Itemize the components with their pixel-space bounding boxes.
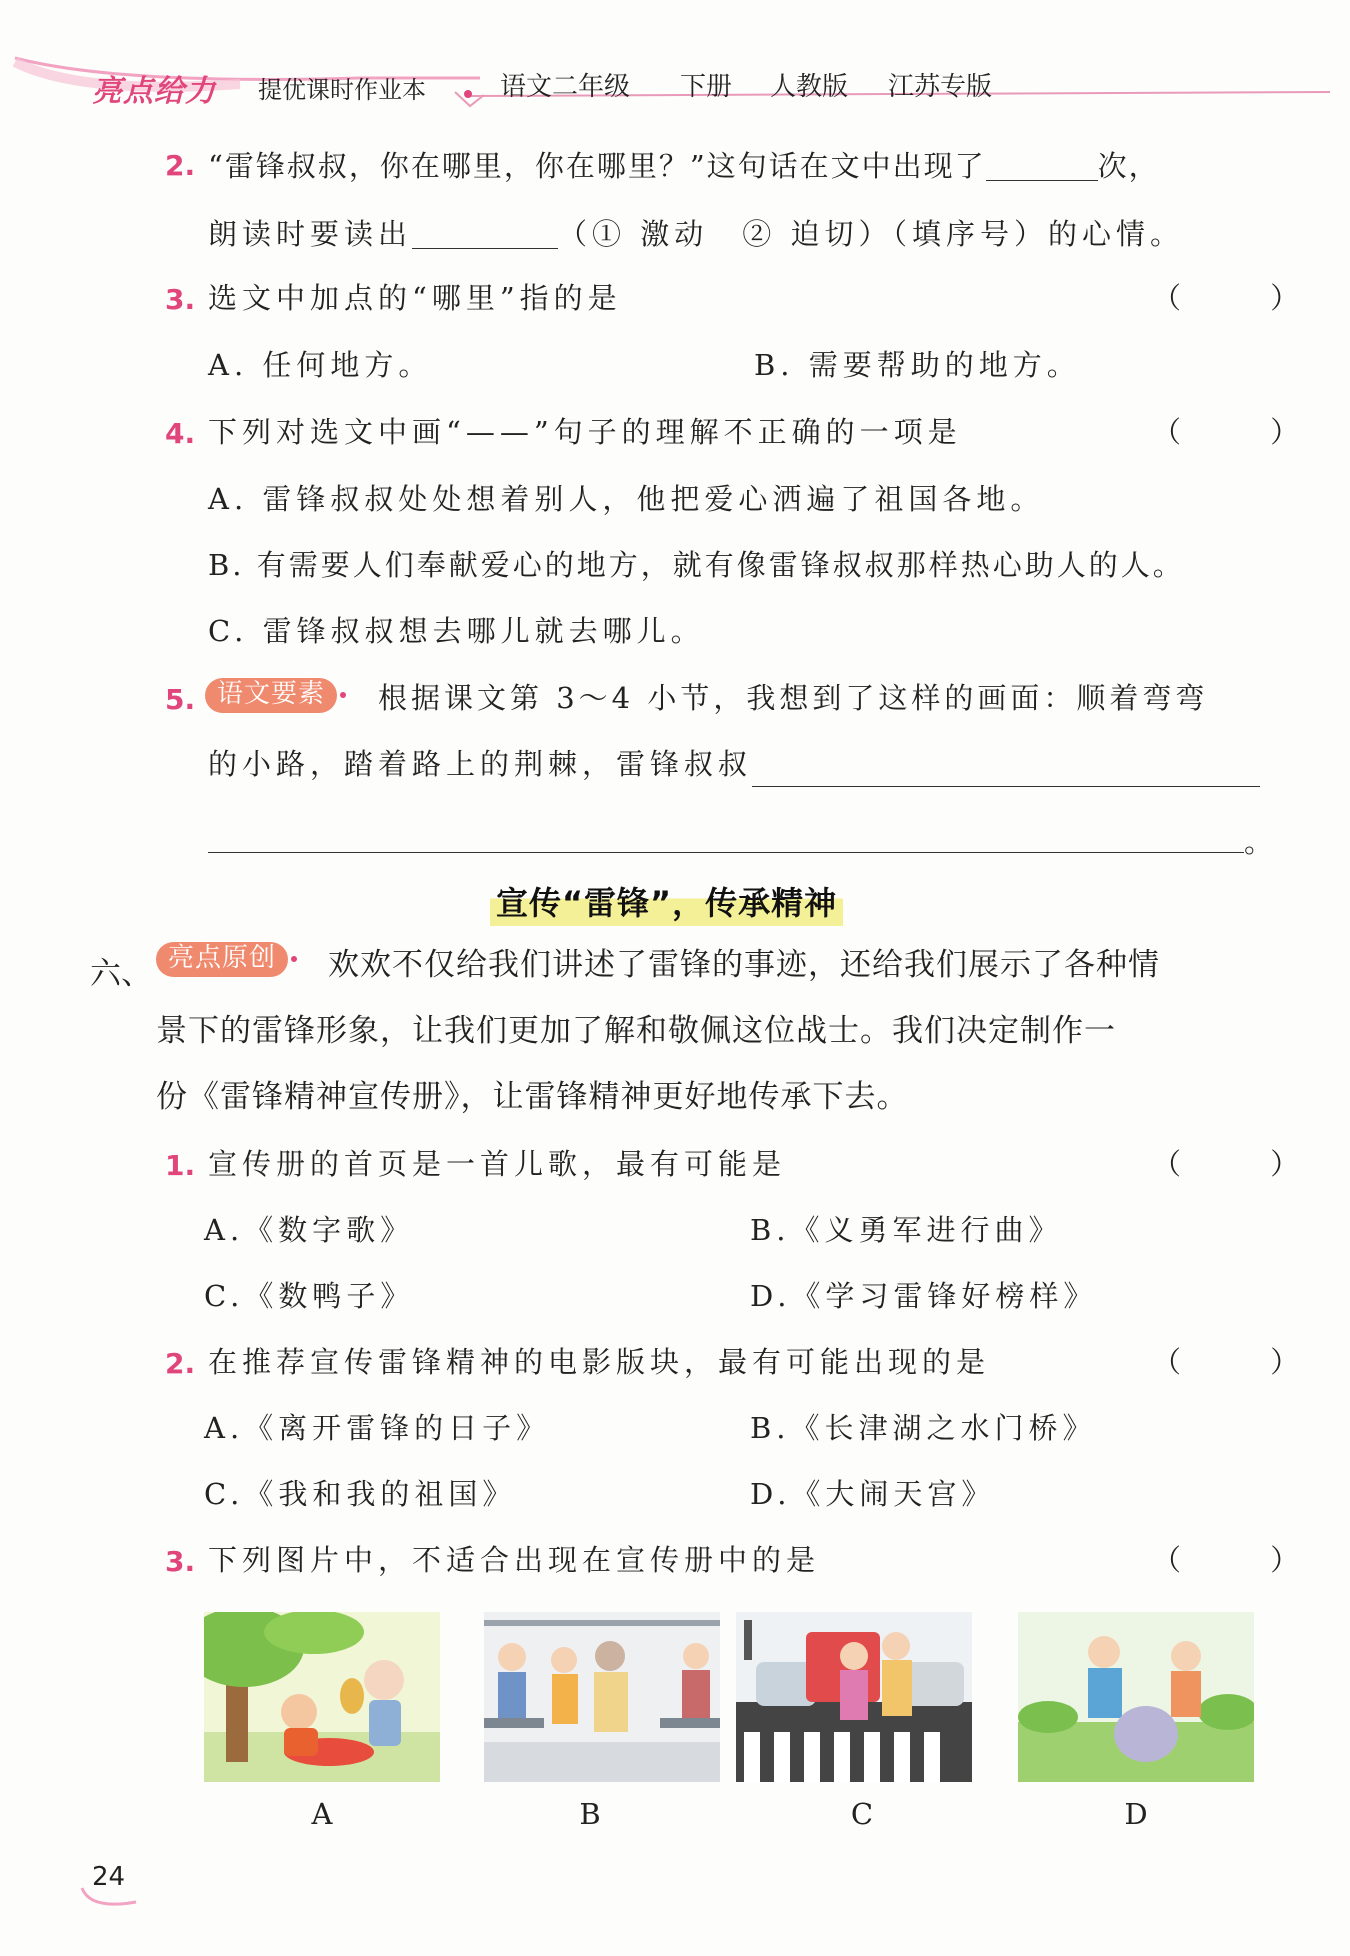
question-text: 下列对选文中画“——”句子的理解不正确的一项是 <box>208 415 962 449</box>
header-volume: 下册 <box>680 72 733 102</box>
language-element-tag <box>205 678 337 713</box>
option-a: A.《数字歌》 <box>204 1213 415 1247</box>
section-title: 宣传“雷锋”，传承精神 <box>490 876 843 926</box>
intro-line: 景下的雷锋形象，让我们更加了解和敬佩这位战士。我们决定制作一 <box>156 1013 1116 1049</box>
picture-c-crossing-road[interactable] <box>736 1612 972 1782</box>
question-number: 3. <box>165 1545 196 1578</box>
question-text: 下列图片中，不适合出现在宣传册中的是 <box>208 1543 821 1577</box>
question-number: 4. <box>165 417 196 450</box>
brand-logo: 亮点给力 <box>92 74 216 109</box>
answer-parentheses[interactable]: （ ） <box>1152 415 1340 449</box>
header-subject: 语文二年级 <box>500 72 631 102</box>
question-text-part: “雷锋叔叔，你在哪里，你在哪里？”这句话在文中出现了 <box>208 149 986 183</box>
question-text: 根据课文第 3～4 小节，我想到了这样的画面：顺着弯弯 <box>378 681 1209 715</box>
answer-parentheses[interactable]: （ ） <box>1152 1543 1340 1577</box>
picture-label: A <box>311 1797 333 1831</box>
original-tag <box>156 942 288 977</box>
option-a: A.《离开雷锋的日子》 <box>204 1411 551 1445</box>
picture-label: C <box>850 1797 874 1831</box>
question-text-part: 朗读时要读出 <box>208 217 413 251</box>
answer-line[interactable] <box>752 786 1260 787</box>
question-number: 2. <box>165 1347 196 1380</box>
answer-parentheses[interactable]: （ ） <box>1152 1345 1340 1379</box>
question-text: 选文中加点的“哪里”指的是 <box>208 281 622 315</box>
answer-line[interactable] <box>208 852 1244 853</box>
header-region: 江苏专版 <box>888 72 993 102</box>
question-text: 在推荐宣传雷锋精神的电影版块，最有可能出现的是 <box>208 1345 991 1379</box>
question-text-part: 次， <box>1097 149 1160 183</box>
question-number: 5. <box>165 683 196 716</box>
header-dot-icon <box>464 90 472 98</box>
option-a: A. 任何地方。 <box>208 348 433 382</box>
question-number: 3. <box>165 283 196 316</box>
option-c: C.《数鸭子》 <box>204 1279 415 1313</box>
option-c: C.《我和我的祖国》 <box>204 1477 517 1511</box>
answer-parentheses[interactable]: （ ） <box>1152 1147 1340 1181</box>
answer-blank[interactable] <box>412 218 558 249</box>
question-text <box>208 218 1184 249</box>
intro-line: 份《雷锋精神宣传册》，让雷锋精神更好地传承下去。 <box>156 1079 909 1115</box>
intro-line: 欢欢不仅给我们讲述了雷锋的事迹，还给我们展示了各种情 <box>328 947 1160 983</box>
option-b: B. 需要帮助的地方。 <box>754 348 1081 382</box>
tag-label: 亮点原创 <box>156 942 288 977</box>
question-number: 2. <box>165 149 196 182</box>
option-c: C. 雷锋叔叔想去哪儿就去哪儿。 <box>208 614 705 648</box>
question-text-part: （① 激动 ② 迫切）（填序号）的心情。 <box>558 217 1184 251</box>
picture-a-boy-eating-watermelon-elder-fanning[interactable] <box>204 1612 440 1782</box>
question-text: 宣传册的首页是一首儿歌，最有可能是 <box>208 1147 787 1181</box>
picture-label: D <box>1124 1797 1148 1831</box>
question-text: 的小路，踏着路上的荆棘，雷锋叔叔 <box>208 747 753 781</box>
option-d: D.《学习雷锋好榜样》 <box>750 1279 1098 1313</box>
page-number: 24 <box>92 1862 126 1892</box>
option-b: B.《义勇军进行曲》 <box>750 1213 1063 1247</box>
option-d: D.《大闹天宫》 <box>750 1477 996 1511</box>
picture-d-picking-up-litter[interactable] <box>1018 1612 1254 1782</box>
header-edition: 人教版 <box>770 72 849 102</box>
answer-blank[interactable] <box>986 150 1098 181</box>
picture-label: B <box>579 1797 601 1831</box>
picture-b-giving-seat-on-bus[interactable] <box>484 1612 720 1782</box>
tag-label: 语文要素 <box>205 678 337 713</box>
option-a: A. 雷锋叔叔处处想着别人，他把爱心洒遍了祖国各地。 <box>208 482 1045 516</box>
series-name: 提优课时作业本 <box>258 76 426 104</box>
question-label: 六、 <box>90 956 152 992</box>
question-number: 1. <box>165 1149 196 1182</box>
option-b: B.《长津湖之水门桥》 <box>750 1411 1097 1445</box>
period-mark: 。 <box>1244 825 1279 859</box>
option-b: B. 有需要人们奉献爱心的地方，就有像雷锋叔叔那样热心助人的人。 <box>208 548 1185 582</box>
question-text <box>208 150 1160 181</box>
answer-parentheses[interactable]: （ ） <box>1152 281 1340 315</box>
